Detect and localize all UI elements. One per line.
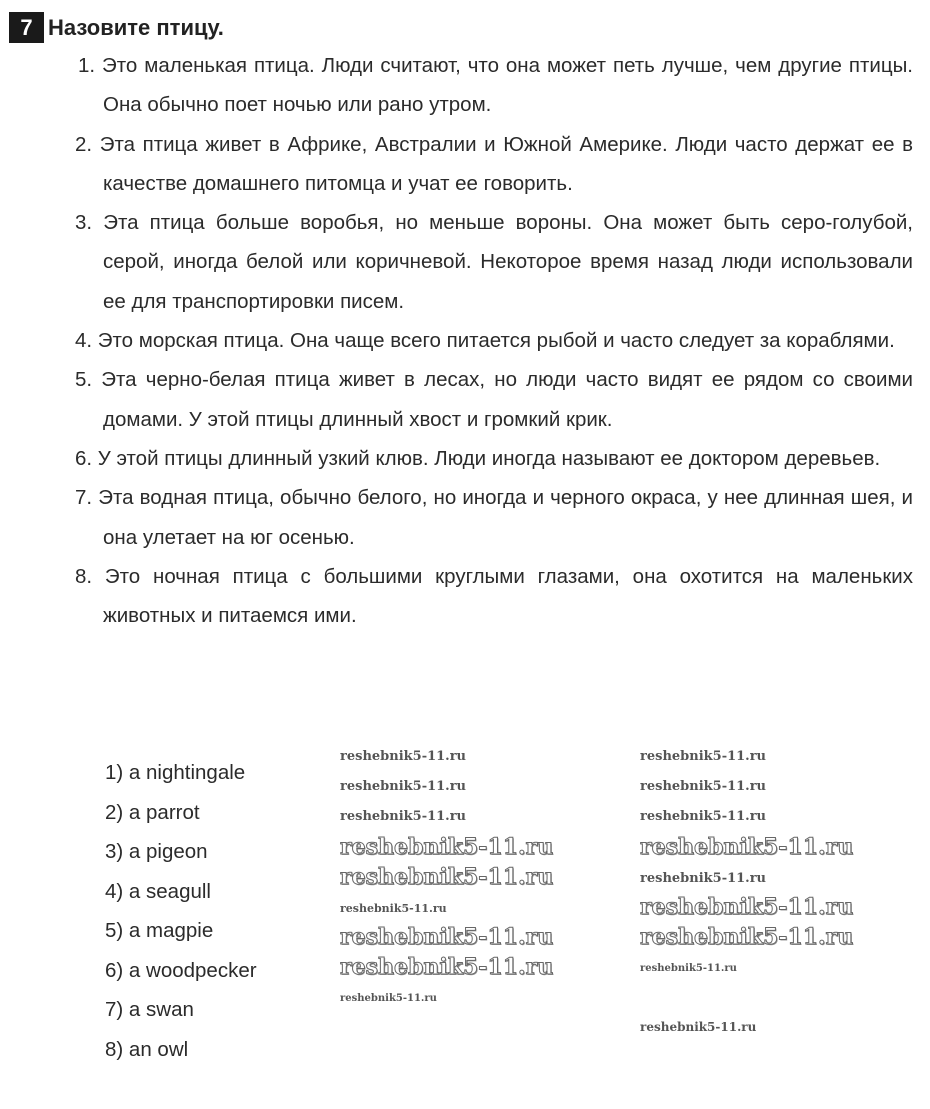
- answers-list: [105, 753, 257, 1069]
- watermark: reshebnik5-11.ru: [340, 902, 447, 915]
- watermark: reshebnik5-11.ru: [640, 924, 854, 950]
- watermark: reshebnik5-11.ru: [340, 834, 554, 860]
- watermark: reshebnik5-11.ru: [640, 749, 767, 764]
- answer-item: 3) a pigeon: [105, 840, 208, 863]
- watermark: reshebnik5-11.ru: [340, 993, 437, 1004]
- question-item: 4. Это морская птица. Она чаще всего питается рыбой и часто следует за кораблями.: [75, 329, 895, 353]
- question-item: 7. Эта водная птица, обычно белого, но иногда и черного окраса, у нее длинная шея, и она улетает на юг осенью.: [75, 486, 913, 549]
- answer-item: 8) an owl: [105, 1037, 189, 1061]
- watermark: reshebnik5-11.ru: [640, 963, 737, 974]
- exercise-number: 7: [9, 12, 44, 43]
- question-item: 1. Это маленькая птица. Люди считают, что она может петь лучше, чем другие птицы. Она обычно поет ночью или рано утром.: [78, 54, 913, 117]
- watermark: reshebnik5-11.ru: [340, 954, 554, 980]
- watermark: reshebnik5-11.ru: [640, 1020, 757, 1034]
- exercise-title: Назовите птицу.: [48, 15, 224, 40]
- answer-item: 5) a magpie: [105, 919, 214, 942]
- watermark: reshebnik5-11.ru: [340, 924, 554, 950]
- watermark: reshebnik5-11.ru: [640, 894, 854, 920]
- question-item: 6. У этой птицы длинный узкий клюв. Люди иногда называют ее доктором деревьев.: [75, 446, 881, 470]
- watermark: reshebnik5-11.ru: [640, 834, 854, 860]
- question-item: 5. Эта черно-белая птица живет в лесах, но люди часто видят ее рядом со своими домами. У этой птицы длинный хвост и громкий крик.: [75, 368, 913, 431]
- watermark: reshebnik5-11.ru: [640, 871, 767, 886]
- answer-item: 7) a swan: [105, 998, 194, 1021]
- answer-item: 1) a nightingale: [105, 761, 246, 784]
- answer-item: 4) a seagull: [105, 879, 211, 903]
- watermark: reshebnik5-11.ru: [340, 749, 467, 764]
- watermark: reshebnik5-11.ru: [640, 809, 767, 824]
- question-item: 3. Эта птица больше воробья, но меньше вороны. Она может быть серо-голубой, серой, иногда белой или коричневой. Некоторое время назад люди использовали ее для транспортировки писем.: [75, 211, 913, 313]
- watermark: reshebnik5-11.ru: [340, 809, 467, 824]
- answer-item: 2) a parrot: [105, 800, 200, 824]
- watermark: reshebnik5-11.ru: [640, 779, 767, 794]
- watermark: reshebnik5-11.ru: [340, 779, 467, 794]
- answer-item: 6) a woodpecker: [105, 958, 257, 982]
- questions-list: [0, 46, 913, 635]
- question-item: 8. Это ночная птица с большими круглыми глазами, она охотится на маленьких животных и питаемся ими.: [75, 564, 913, 628]
- question-item: 2. Эта птица живет в Африке, Австралии и Южной Америке. Люди часто держат ее в качестве домашнего питомца и учат ее говорить.: [75, 132, 913, 195]
- watermark: reshebnik5-11.ru: [340, 864, 554, 890]
